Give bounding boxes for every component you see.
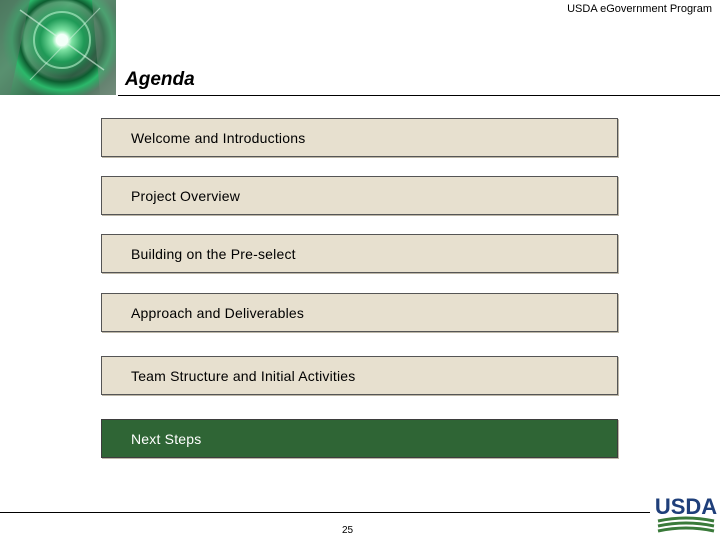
agenda-item-label: Approach and Deliverables [131,305,305,321]
agenda-item-label: Project Overview [131,188,241,204]
usda-logo-icon [654,490,718,536]
corner-image [0,0,116,95]
agenda-item-label: Team Structure and Initial Activities [131,368,356,384]
program-title: USDA eGovernment Program [567,3,712,15]
abstract-green-circle-icon [0,0,116,95]
title-rule [118,95,720,96]
agenda-item-project-overview [101,176,618,215]
page-title: Agenda [125,69,195,90]
usda-logo-text: USDA [654,494,718,519]
page-number: 25 [342,525,354,536]
agenda-item-team-structure [101,356,618,395]
agenda-item-label: Welcome and Introductions [131,130,306,146]
agenda-item-approach-deliverables [101,293,618,332]
agenda-item-welcome [101,118,618,157]
header-divider [116,0,118,95]
agenda-item-building-pre-select [101,234,618,273]
agenda-item-label: Next Steps [131,431,202,447]
footer-rule [0,512,650,513]
agenda-item-label: Building on the Pre-select [131,246,296,262]
agenda-item-next-steps [101,419,618,458]
